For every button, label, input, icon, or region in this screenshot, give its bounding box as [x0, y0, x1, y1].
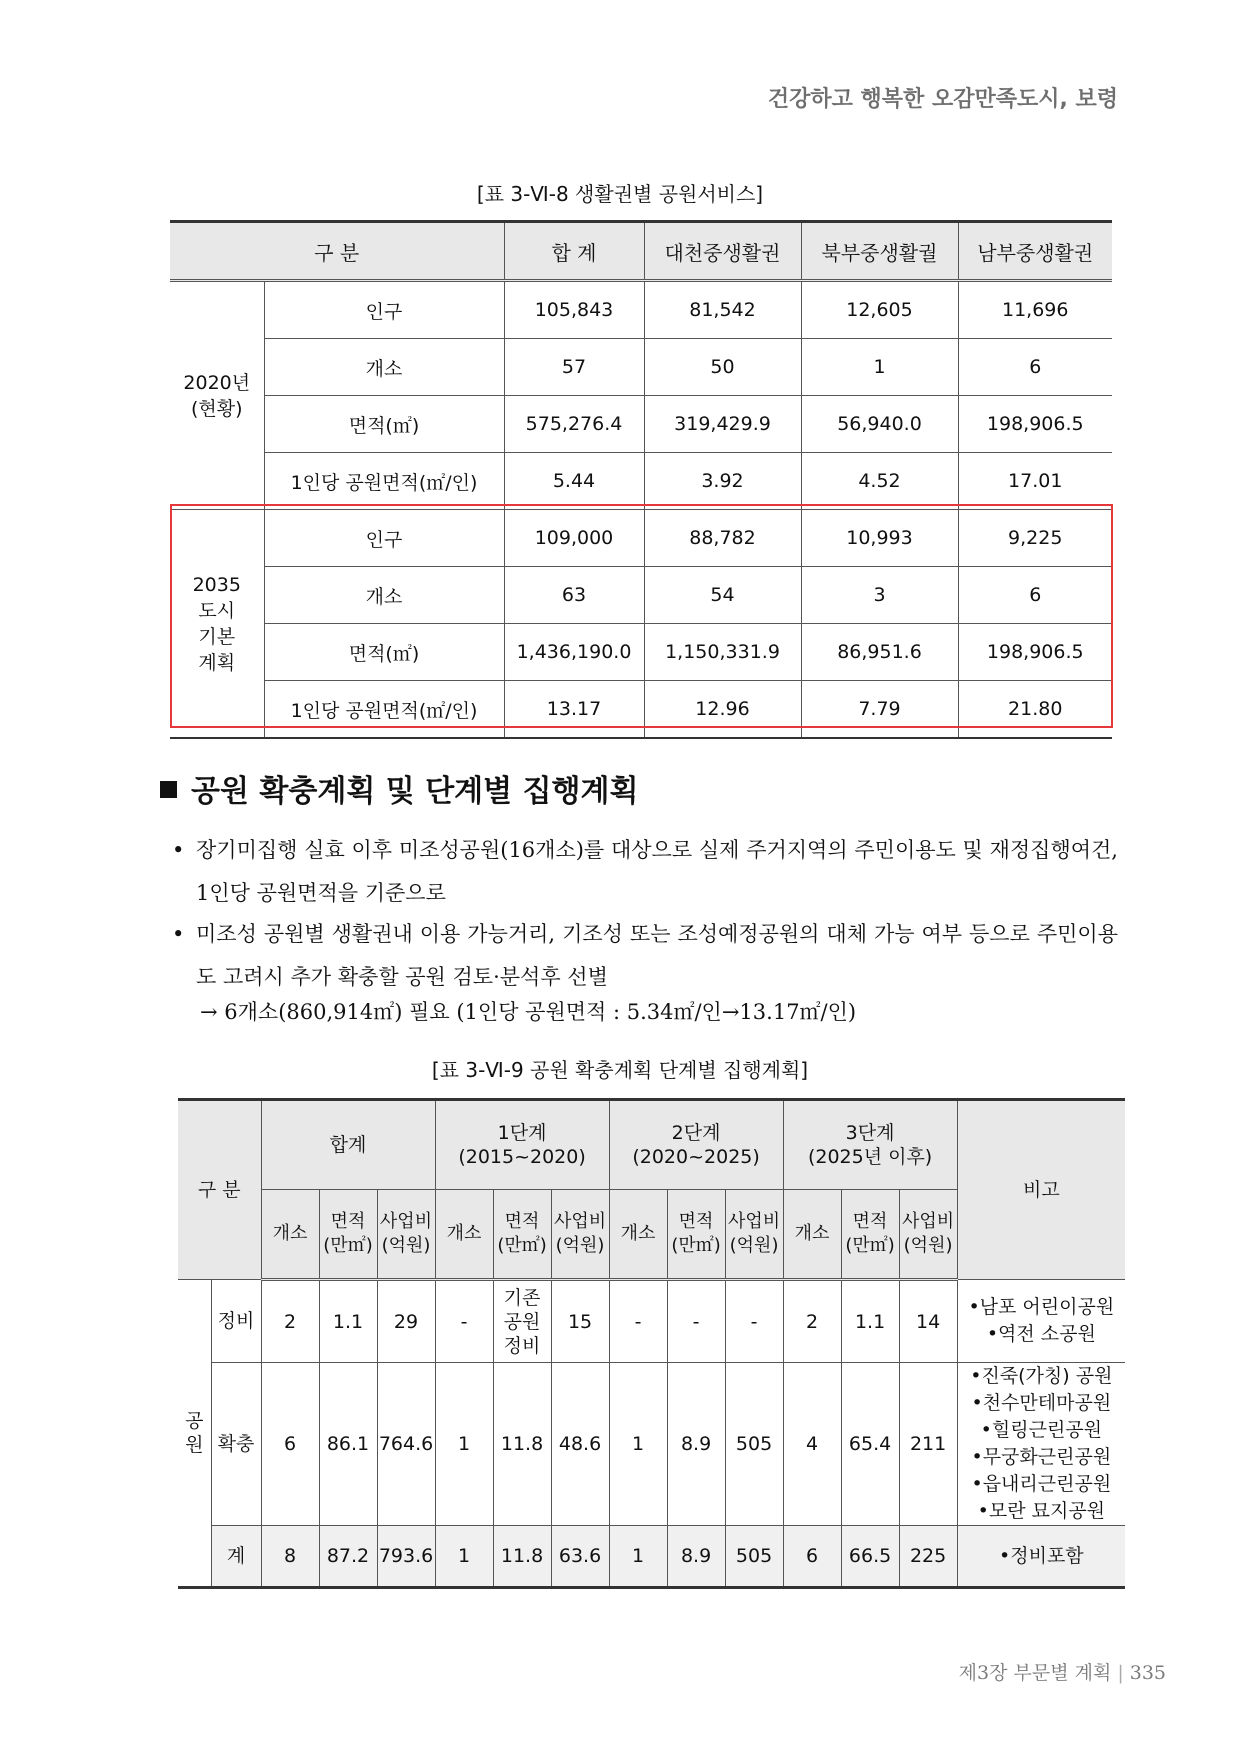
table-cell: 7.79: [801, 681, 958, 739]
table-cell: 505: [725, 1363, 783, 1526]
table-cell: 225: [899, 1526, 957, 1588]
bullet-dot-icon: •: [172, 838, 185, 862]
t2-subheader: 개소: [435, 1190, 493, 1280]
table-cell: 198,906.5: [958, 624, 1112, 681]
t2-subheader: 사업비 (억원): [725, 1190, 783, 1280]
table-cell: 13.17: [504, 681, 644, 739]
table-row: [170, 510, 1112, 567]
bullet-dot-icon: •: [172, 922, 185, 946]
table-cell: 65.4: [841, 1363, 899, 1526]
row-note: •정비포함: [957, 1526, 1125, 1588]
table-row: [170, 281, 1112, 339]
table-cell: 66.5: [841, 1526, 899, 1588]
t2-header-stage1: 1단계 (2015~2020): [435, 1100, 609, 1190]
row-note: •남포 어린이공원 •역전 소공원: [957, 1280, 1125, 1363]
table-row: [170, 396, 1112, 453]
running-head: 건강하고 행복한 오감만족도시, 보령: [767, 87, 1118, 112]
table-cell: 109,000: [504, 510, 644, 567]
table-row: [178, 1280, 1125, 1363]
table-cell: 1: [435, 1363, 493, 1526]
t2-subheader: 면적 (만㎡): [493, 1190, 551, 1280]
table-cell: 11.8: [493, 1526, 551, 1588]
table-cell: 1,150,331.9: [644, 624, 801, 681]
table-cell: 15: [551, 1280, 609, 1363]
t2-header-gubun: 구 분: [178, 1100, 261, 1280]
page-footer: [959, 1658, 1166, 1685]
t2-header-stage2: 2단계 (2020~2025): [609, 1100, 783, 1190]
row-item-label: 1인당 공원면적(㎡/인): [264, 453, 504, 510]
bullet-2: [172, 913, 1118, 999]
row-item-label: 개소: [264, 567, 504, 624]
table-cell: 8.9: [667, 1363, 725, 1526]
t2-header-total: 합계: [261, 1100, 435, 1190]
header-daecheon: 대천중생활권: [644, 222, 801, 281]
table-cell: 기존 공원 정비: [493, 1280, 551, 1363]
table-cell: 4: [783, 1363, 841, 1526]
group-label: 2035 도시 기본 계획: [170, 510, 264, 739]
table-cell: 1.1: [319, 1280, 377, 1363]
row-item-label: 개소: [264, 339, 504, 396]
table-row: [170, 681, 1112, 739]
table-cell: 17.01: [958, 453, 1112, 510]
table-row: [170, 567, 1112, 624]
row-item-label: 인구: [264, 510, 504, 567]
header-gubun: 구 분: [170, 222, 504, 281]
table-cell: 764.6: [377, 1363, 435, 1526]
table-cell: 6: [261, 1363, 319, 1526]
t2-subheader: 면적 (만㎡): [667, 1190, 725, 1280]
table-row: [170, 624, 1112, 681]
table-cell: 575,276.4: [504, 396, 644, 453]
table1-caption: [표 3-Ⅵ-8 생활권별 공원서비스]: [476, 182, 764, 206]
t2-subheader: 사업비 (억원): [551, 1190, 609, 1280]
table-cell: 6: [783, 1526, 841, 1588]
group-label: 2020년 (현황): [170, 281, 264, 510]
table-cell: 86,951.6: [801, 624, 958, 681]
table-cell: 793.6: [377, 1526, 435, 1588]
table-cell: -: [609, 1280, 667, 1363]
table-cell: 10,993: [801, 510, 958, 567]
table-cell: 8.9: [667, 1526, 725, 1588]
row-item-label: 1인당 공원면적(㎡/인): [264, 681, 504, 739]
arrow-line: → 6개소(860,914㎡) 필요 (1인당 공원면적 : 5.34㎡/인→13.17㎡/인): [200, 1000, 857, 1024]
table-cell: 5.44: [504, 453, 644, 510]
table-cell: 54: [644, 567, 801, 624]
t2-header-note: 비고: [957, 1100, 1125, 1280]
bullet-1-text: 장기미집행 실효 이후 미조성공원(16개소)를 대상으로 실제 주거지역의 주민이용도 및 재정집행여건, 1인당 공원면적을 기준으로: [196, 838, 1118, 905]
table-cell: 48.6: [551, 1363, 609, 1526]
table-cell: 14: [899, 1280, 957, 1363]
table-cell: 1: [801, 339, 958, 396]
table-cell: 8: [261, 1526, 319, 1588]
t2-subheader: 면적 (만㎡): [841, 1190, 899, 1280]
table-cell: 6: [958, 567, 1112, 624]
footer-chapter: 제3장 부문별 계획: [958, 1662, 1112, 1684]
table-cell: 2: [261, 1280, 319, 1363]
row-label: 계: [211, 1526, 261, 1588]
table-cell: 63.6: [551, 1526, 609, 1588]
t2-subheader: 사업비 (억원): [899, 1190, 957, 1280]
table-cell: 21.80: [958, 681, 1112, 739]
table-cell: 12.96: [644, 681, 801, 739]
table-cell: 9,225: [958, 510, 1112, 567]
t2-subheader: 사업비 (억원): [377, 1190, 435, 1280]
t2-subheader: 개소: [261, 1190, 319, 1280]
park-expansion-plan-table: [178, 1098, 1125, 1589]
bullet-2-text: 미조성 공원별 생활권내 이용 가능거리, 기조성 또는 조성예정공원의 대체 가능 여부 등으로 주민이용도 고려시 추가 확충할 공원 검토·분석후 선별: [196, 922, 1118, 989]
table-cell: 81,542: [644, 281, 801, 339]
table-cell: 319,429.9: [644, 396, 801, 453]
table-row: [170, 339, 1112, 396]
table-cell: 1.1: [841, 1280, 899, 1363]
table-cell: 198,906.5: [958, 396, 1112, 453]
table-cell: 105,843: [504, 281, 644, 339]
row-item-label: 면적(㎡): [264, 624, 504, 681]
table-row: [178, 1526, 1125, 1588]
square-bullet-icon: [160, 781, 177, 798]
table-row: [178, 1363, 1125, 1526]
table-cell: 57: [504, 339, 644, 396]
row-label: 확충: [211, 1363, 261, 1526]
header-bukbu: 북부중생활궐: [801, 222, 958, 281]
table-cell: 3: [801, 567, 958, 624]
table-cell: 1: [435, 1526, 493, 1588]
table-cell: 86.1: [319, 1363, 377, 1526]
table-cell: 29: [377, 1280, 435, 1363]
t2-subheader: 면적 (만㎡): [319, 1190, 377, 1280]
table-cell: 87.2: [319, 1526, 377, 1588]
row-item-label: 면적(㎡): [264, 396, 504, 453]
table-cell: 505: [725, 1526, 783, 1588]
header-nambu: 남부중생활권: [958, 222, 1112, 281]
table-cell: 4.52: [801, 453, 958, 510]
t2-subheader: 개소: [783, 1190, 841, 1280]
table-cell: 63: [504, 567, 644, 624]
footer-page-number: 335: [1129, 1662, 1166, 1684]
table-row: [170, 453, 1112, 510]
table-cell: 88,782: [644, 510, 801, 567]
table-cell: -: [725, 1280, 783, 1363]
table-cell: -: [667, 1280, 725, 1363]
bullet-1: [172, 829, 1118, 915]
table-cell: 1,436,190.0: [504, 624, 644, 681]
table-cell: 1: [609, 1363, 667, 1526]
t2-header-stage3: 3단계 (2025년 이후): [783, 1100, 957, 1190]
group-label-park: 공 원: [178, 1280, 211, 1588]
table-cell: 1: [609, 1526, 667, 1588]
table-cell: 12,605: [801, 281, 958, 339]
header-total: 합 계: [504, 222, 644, 281]
section-heading: [160, 766, 639, 810]
table-cell: 56,940.0: [801, 396, 958, 453]
table-cell: 11.8: [493, 1363, 551, 1526]
table2-caption: [표 3-Ⅵ-9 공원 확충계획 단계별 집행계획]: [431, 1058, 809, 1082]
row-item-label: 인구: [264, 281, 504, 339]
footer-divider: |: [1117, 1662, 1124, 1684]
table-cell: 2: [783, 1280, 841, 1363]
row-label: 정비: [211, 1280, 261, 1363]
row-note: •진죽(가칭) 공원 •천수만테마공원 •힐링근린공원 •무궁화근린공원 •읍내리근린공원 •모란 묘지공원: [957, 1363, 1125, 1526]
t2-subheader: 개소: [609, 1190, 667, 1280]
table-cell: -: [435, 1280, 493, 1363]
park-service-table: [170, 220, 1112, 739]
table-cell: 50: [644, 339, 801, 396]
table-cell: 3.92: [644, 453, 801, 510]
table-cell: 6: [958, 339, 1112, 396]
section-heading-text: 공원 확충계획 및 단계별 집행계획: [191, 774, 639, 809]
table-cell: 11,696: [958, 281, 1112, 339]
table-cell: 211: [899, 1363, 957, 1526]
